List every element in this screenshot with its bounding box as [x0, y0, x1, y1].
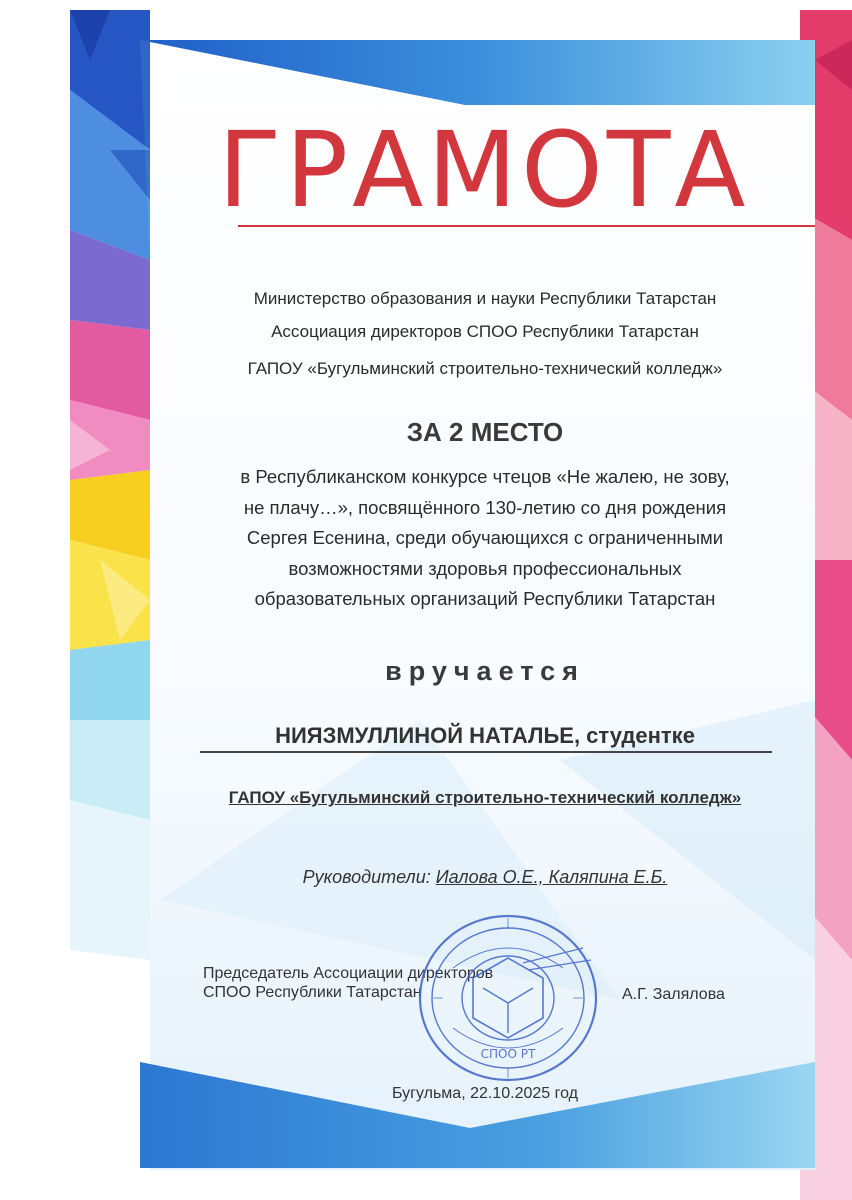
- official-stamp-icon: [413, 908, 603, 1088]
- supervisors-label: Руководители:: [302, 867, 431, 887]
- description-line-1: в Республиканском конкурсе чтецов «Не жалею, не зову,: [240, 466, 730, 487]
- org-line-3: ГАПОУ «Бугульминский строительно-технический колледж»: [247, 359, 723, 378]
- left-geometric-band: [70, 10, 150, 960]
- org-line-2: Ассоциация директоров СПОО Республики Татарстан: [271, 322, 699, 341]
- signatory-name: А.Г. Залялова: [622, 986, 725, 1003]
- description-line-3: Сергея Есенина, среди обучающихся с ограниченными: [246, 527, 724, 548]
- recipient-name: НИЯЗМУЛЛИНОЙ НАТАЛЬЕ, студентке: [275, 723, 695, 748]
- stamp-center-text: СПОО РТ: [480, 1047, 536, 1061]
- description-line-5: образовательных организаций Республики Татарстан: [254, 588, 716, 609]
- recipient-college: ГАПОУ «Бугульминский строительно-технический колледж»: [228, 788, 742, 807]
- award-description: [150, 462, 820, 615]
- supervisors: [150, 867, 820, 888]
- recipient-underline: [200, 751, 772, 753]
- place-heading: ЗА 2 МЕСТО: [406, 417, 564, 447]
- signatory-position-line-1: Председатель Ассоциации директоров: [203, 965, 494, 982]
- supervisors-names: Иалова О.Е., Каляпина Е.Б.: [435, 867, 668, 887]
- description-line-2: не плачу…», посвящённого 130-летию со дня рождения: [243, 496, 727, 518]
- org-line-1: Министерство образования и науки Республики Татарстан: [253, 289, 717, 308]
- awarded-word: вручается: [385, 656, 585, 686]
- footer-place-date: Бугульма, 22.10.2025 год: [392, 1085, 578, 1102]
- certificate-title: ГРАМОТА: [218, 109, 750, 231]
- signatory-position-line-2: СПОО Республики Татарстан: [203, 984, 422, 1001]
- description-line-4: возможностями здоровья профессиональных: [288, 557, 682, 579]
